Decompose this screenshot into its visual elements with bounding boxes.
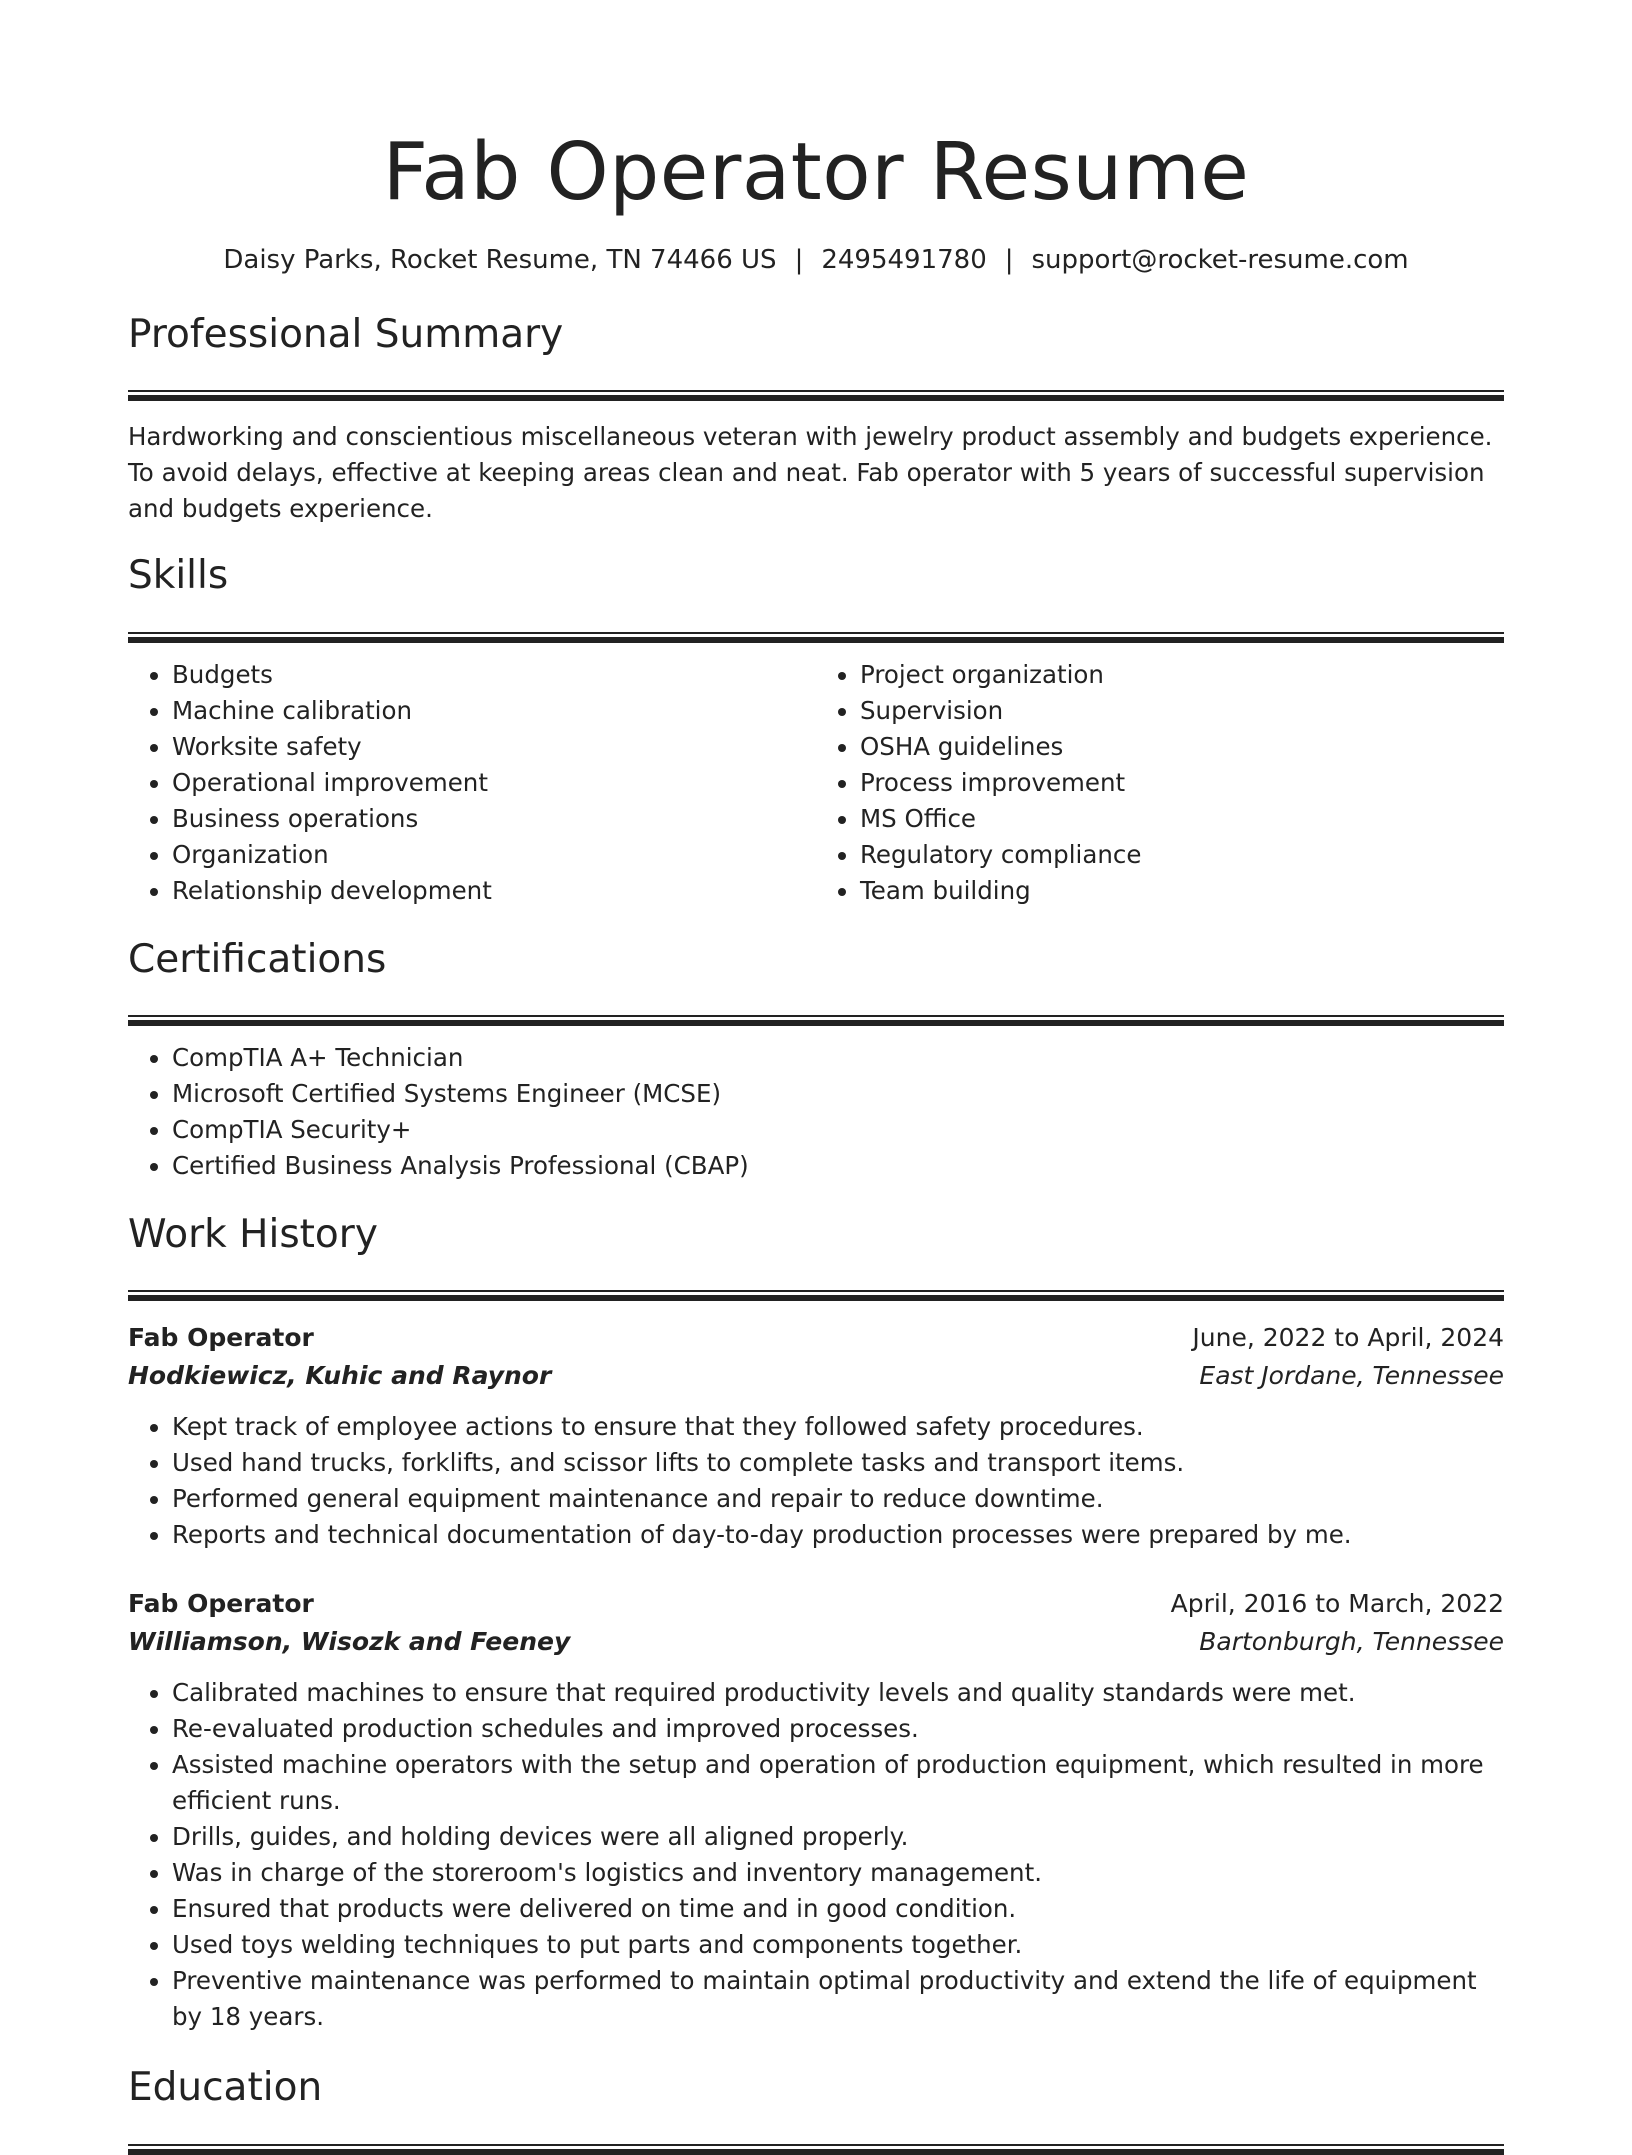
job-bullet: • Calibrated machines to ensure that required productivity levels and quality standards were met.	[172, 1675, 1504, 1711]
contact-email[interactable]: support@rocket-resume.com	[1031, 245, 1409, 275]
skill-item: • OSHA guidelines	[860, 729, 1504, 765]
job-bullet: • Assisted machine operators with the setup and operation of production equipment, which resulted in more efficient runs.	[172, 1747, 1504, 1819]
contact-separator: |	[1004, 245, 1014, 275]
jobs-list	[128, 1319, 1504, 2035]
job-bullet: • Was in charge of the storeroom's logistics and inventory management.	[172, 1855, 1504, 1891]
summary-section	[128, 312, 1504, 527]
skills-list-right	[816, 657, 1504, 909]
skill-item: • Relationship development	[172, 873, 816, 909]
job-location: Bartonburgh, Tennessee	[1199, 1627, 1504, 1657]
contact-separator: |	[794, 245, 804, 275]
job-bullet: • Drills, guides, and holding devices were all aligned properly.	[172, 1819, 1504, 1855]
section-heading-education: Education	[128, 2065, 323, 2111]
section-heading-summary: Professional Summary	[128, 312, 564, 357]
certification-item: • Certified Business Analysis Professional (CBAP)	[172, 1148, 1504, 1184]
skill-item: • Worksite safety	[172, 729, 816, 765]
section-divider	[128, 1015, 1504, 1026]
section-divider	[128, 1290, 1504, 1301]
job-bullet: • Re-evaluated production schedules and improved processes.	[172, 1711, 1504, 1747]
section-heading-certifications: Certifications	[128, 936, 387, 982]
job-bullets	[128, 1675, 1504, 2035]
skills-list-left	[128, 657, 816, 909]
skill-item: • Organization	[172, 837, 816, 873]
job-bullet: • Kept track of employee actions to ensure that they followed safety procedures.	[172, 1409, 1504, 1445]
skill-item: • Machine calibration	[172, 693, 816, 729]
job-title: Fab Operator	[128, 1589, 314, 1619]
certification-item: • Microsoft Certified Systems Engineer (MCSE)	[172, 1076, 1504, 1112]
job-bullet: • Used hand trucks, forklifts, and scissor lifts to complete tasks and transport items.	[172, 1445, 1504, 1481]
section-divider	[128, 2144, 1504, 2155]
skills-grid	[128, 643, 1504, 909]
section-heading-skills: Skills	[128, 553, 229, 599]
job-company-row	[128, 1623, 1504, 1661]
contact-address: Daisy Parks, Rocket Resume, TN 74466 US	[223, 245, 777, 275]
skill-item: • Supervision	[860, 693, 1504, 729]
job-title: Fab Operator	[128, 1323, 314, 1353]
job-company: Hodkiewicz, Kuhic and Raynor	[128, 1361, 552, 1391]
job-company: Williamson, Wisozk and Feeney	[128, 1627, 571, 1657]
skill-item: • MS Office	[860, 801, 1504, 837]
job-dates: April, 2016 to March, 2022	[1170, 1589, 1504, 1619]
certifications-list	[128, 1040, 1504, 1184]
skill-item: • Team building	[860, 873, 1504, 909]
summary-text: Hardworking and conscientious miscellaneous veteran with jewelry product assembly and budgets experience. To avoid delays, effective at keeping areas clean and neat. Fab operator with 5 years of successful supervision and budgets experience.	[128, 422, 1493, 524]
section-divider	[128, 632, 1504, 643]
page-title: Fab Operator Resume	[382, 126, 1250, 218]
job-bullet: • Reports and technical documentation of day-to-day production processes were prepared by me.	[172, 1517, 1504, 1553]
job-bullet: • Performed general equipment maintenance and repair to reduce downtime.	[172, 1481, 1504, 1517]
job-dates: June, 2022 to April, 2024	[1192, 1323, 1504, 1353]
contact-phone: 2495491780	[821, 245, 987, 275]
skill-item: • Budgets	[172, 657, 816, 693]
skill-item: • Process improvement	[860, 765, 1504, 801]
job-header-row	[128, 1585, 1504, 1623]
job-bullet: • Used toys welding techniques to put parts and components together.	[172, 1927, 1504, 1963]
job-header-row	[128, 1319, 1504, 1357]
job-bullets	[128, 1409, 1504, 1553]
section-heading-work: Work History	[128, 1212, 378, 1258]
certification-item: • CompTIA A+ Technician	[172, 1040, 1504, 1076]
certifications-section	[128, 937, 1504, 1184]
job-entry	[128, 1319, 1504, 1553]
certification-item: • CompTIA Security+	[172, 1112, 1504, 1148]
skill-item: • Regulatory compliance	[860, 837, 1504, 873]
work-section	[128, 1212, 1504, 2035]
job-company-row	[128, 1357, 1504, 1395]
contact-line	[128, 244, 1504, 276]
section-divider	[128, 390, 1504, 401]
job-entry	[128, 1585, 1504, 2035]
skill-item: • Business operations	[172, 801, 816, 837]
skills-section	[128, 553, 1504, 908]
skill-item: • Project organization	[860, 657, 1504, 693]
job-location: East Jordane, Tennessee	[1199, 1361, 1504, 1391]
job-bullet: • Preventive maintenance was performed to maintain optimal productivity and extend the life of equipment by 18 years.	[172, 1963, 1504, 2035]
job-bullet: • Ensured that products were delivered on time and in good condition.	[172, 1891, 1504, 1927]
education-section	[128, 2065, 1504, 2154]
skill-item: • Operational improvement	[172, 765, 816, 801]
